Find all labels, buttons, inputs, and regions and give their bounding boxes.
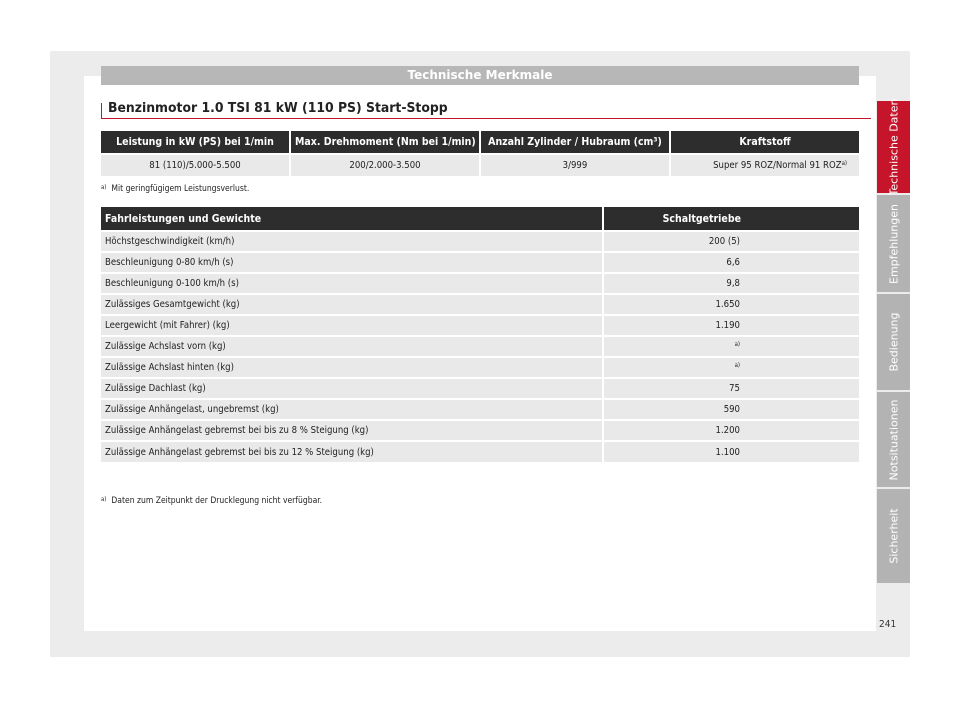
- row-value: 1.190: [603, 315, 859, 336]
- side-tab-technische-daten[interactable]: [877, 98, 910, 196]
- engine-table-header: [101, 131, 859, 154]
- table-row: [101, 231, 859, 252]
- row-label: Zulässige Achslast hinten (kg): [101, 357, 603, 378]
- side-tab-label: Technische Daten: [887, 98, 900, 196]
- performance-header-value: Schaltgetriebe: [603, 207, 859, 231]
- row-label: Beschleunigung 0-100 km/h (s): [101, 273, 603, 294]
- side-tab-label: Sicherheit: [887, 508, 900, 564]
- table-row: [101, 399, 859, 420]
- footnote-1: [101, 184, 249, 194]
- footnote-marker: a): [734, 362, 740, 369]
- side-tab-sicherheit[interactable]: [877, 489, 910, 583]
- row-value: [603, 336, 859, 357]
- row-value: 1.100: [603, 441, 859, 462]
- table-row: [101, 378, 859, 399]
- engine-table-row: [101, 154, 859, 176]
- row-value: 9,8: [603, 273, 859, 294]
- table-row: [101, 336, 859, 357]
- row-value: 6,6: [603, 252, 859, 273]
- table-row: [101, 252, 859, 273]
- engine-cell: 3/999: [480, 154, 670, 176]
- footnote-marker: a): [734, 341, 740, 348]
- row-value: 75: [603, 378, 859, 399]
- engine-cell: 200/2.000-3.500: [290, 154, 480, 176]
- footnote-text: Mit geringfügigem Leistungsverlust.: [111, 184, 250, 194]
- table-row: [101, 273, 859, 294]
- row-label: Beschleunigung 0-80 km/h (s): [101, 252, 603, 273]
- engine-header-cell: Max. Drehmoment (Nm bei 1/min): [290, 131, 480, 154]
- side-tab-notsituationen[interactable]: [877, 392, 910, 487]
- table-row: [101, 420, 859, 441]
- side-tab-bedienung[interactable]: [877, 294, 910, 390]
- side-tab-label: Notsituationen: [887, 399, 900, 480]
- footnote-marker: a): [841, 160, 847, 167]
- row-label: Zulässige Anhängelast gebremst bei bis zu 8 % Steigung (kg): [101, 420, 603, 441]
- row-label: Zulässige Anhängelast, ungebremst (kg): [101, 399, 603, 420]
- engine-header-cell: Anzahl Zylinder / Hubraum (cm³): [480, 131, 670, 154]
- row-label: Zulässige Dachlast (kg): [101, 378, 603, 399]
- engine-table: [101, 131, 859, 176]
- engine-header-cell: Kraftstoff: [670, 131, 859, 154]
- footnote-text: Daten zum Zeitpunkt der Drucklegung nicht verfügbar.: [111, 496, 323, 506]
- table-row: [101, 315, 859, 336]
- fuel-text: Super 95 ROZ/Normal 91 ROZ: [713, 160, 842, 171]
- side-tab-label: Empfehlungen: [887, 203, 900, 284]
- side-tab-empfehlungen[interactable]: [877, 195, 910, 292]
- side-tab-label: Bedienung: [887, 312, 900, 372]
- performance-table: [101, 207, 859, 462]
- row-label: Zulässige Achslast vorn (kg): [101, 336, 603, 357]
- page-number: 241: [879, 619, 897, 630]
- row-value: 200 (5): [603, 231, 859, 252]
- engine-cell-fuel: [670, 154, 859, 176]
- footnote-marker: a): [101, 496, 107, 503]
- table-row: [101, 294, 859, 315]
- row-label: Zulässige Anhängelast gebremst bei bis zu 12 % Steigung (kg): [101, 441, 603, 462]
- footnote-2: [101, 496, 322, 506]
- section-header: Technische Merkmale: [101, 66, 859, 85]
- row-value: 1.200: [603, 420, 859, 441]
- table-row: [101, 441, 859, 462]
- footnote-marker: a): [101, 184, 107, 191]
- engine-cell: 81 (110)/5.000-5.500: [101, 154, 290, 176]
- row-label: Höchstgeschwindigkeit (km/h): [101, 231, 603, 252]
- performance-header-label: Fahrleistungen und Gewichte: [101, 207, 603, 231]
- row-value: [603, 357, 859, 378]
- performance-table-header: [101, 207, 859, 231]
- title-accent-line: [101, 103, 102, 118]
- table-row: [101, 357, 859, 378]
- row-label: Leergewicht (mit Fahrer) (kg): [101, 315, 603, 336]
- row-value: 1.650: [603, 294, 859, 315]
- engine-header-cell: Leistung in kW (PS) bei 1/min: [101, 131, 290, 154]
- page-title: Benzinmotor 1.0 TSI 81 kW (110 PS) Start-Stopp: [108, 100, 448, 116]
- row-label: Zulässiges Gesamtgewicht (kg): [101, 294, 603, 315]
- row-value: 590: [603, 399, 859, 420]
- title-underline: [101, 118, 871, 119]
